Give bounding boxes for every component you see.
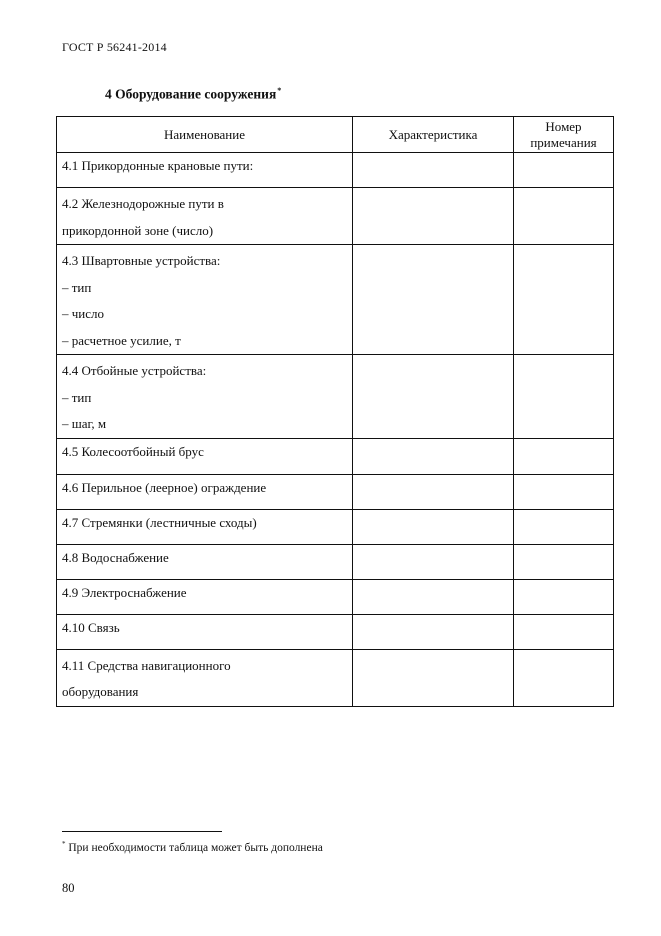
- item-title: 4.10 Связь: [62, 619, 120, 635]
- item-title: 4.11 Средства навигационного: [62, 657, 231, 673]
- item-subline: – тип: [62, 389, 92, 405]
- item-title: 4.1 Прикордонные крановые пути:: [62, 158, 254, 173]
- item-subline: – число: [62, 306, 105, 321]
- footnote-mark: *: [62, 840, 66, 848]
- item-subline: – расчетное усилие, т: [62, 332, 181, 348]
- item-subline: прикордонной зоне (число): [62, 222, 214, 238]
- cell-name: [57, 614, 353, 649]
- item-subline: – шаг, м: [62, 416, 107, 431]
- page-number: 80: [62, 881, 75, 895]
- cell-name: [57, 438, 353, 474]
- column-header-note-number: Номер примечания: [514, 117, 614, 153]
- table-row: [57, 474, 614, 509]
- cell-characteristic[interactable]: [353, 579, 514, 614]
- item-title: 4.8 Водоснабжение: [62, 549, 169, 565]
- document-code: ГОСТ Р 56241-2014: [62, 40, 167, 54]
- cell-name: [57, 188, 353, 245]
- cell-characteristic[interactable]: [353, 474, 514, 509]
- cell-note-number[interactable]: [514, 509, 614, 544]
- section-title-text: 4 Оборудование сооружения: [105, 86, 277, 102]
- cell-note-number[interactable]: [514, 188, 614, 245]
- cell-name: [57, 579, 353, 614]
- cell-name: [57, 245, 353, 355]
- cell-characteristic[interactable]: [353, 355, 514, 439]
- item-title: 4.6 Перильное (леерное) ограждение: [62, 479, 267, 495]
- table-row: [57, 153, 614, 188]
- cell-name: [57, 153, 353, 188]
- table-row: [57, 188, 614, 245]
- section-title: [105, 86, 281, 103]
- cell-note-number[interactable]: [514, 474, 614, 509]
- cell-note-number[interactable]: [514, 438, 614, 474]
- table-row: [57, 614, 614, 649]
- cell-name: [57, 355, 353, 439]
- cell-characteristic[interactable]: [353, 544, 514, 579]
- table-row: [57, 509, 614, 544]
- footnote: [62, 840, 323, 854]
- footnote-marker: *: [277, 86, 282, 95]
- cell-name: [57, 509, 353, 544]
- cell-characteristic[interactable]: [353, 438, 514, 474]
- cell-characteristic[interactable]: [353, 153, 514, 188]
- cell-name: [57, 649, 353, 706]
- item-title: 4.9 Электроснабжение: [62, 584, 187, 600]
- cell-characteristic[interactable]: [353, 188, 514, 245]
- column-header-characteristic: Характеристика: [353, 117, 514, 153]
- table-row: [57, 355, 614, 439]
- item-title: 4.7 Стремянки (лестничные сходы): [62, 514, 257, 530]
- table-row: [57, 649, 614, 706]
- cell-note-number[interactable]: [514, 544, 614, 579]
- cell-note-number[interactable]: [514, 355, 614, 439]
- item-title: 4.3 Швартовные устройства:: [62, 253, 221, 268]
- cell-note-number[interactable]: [514, 649, 614, 706]
- cell-characteristic[interactable]: [353, 614, 514, 649]
- table-row: [57, 579, 614, 614]
- cell-note-number[interactable]: [514, 579, 614, 614]
- table-body: [57, 153, 614, 707]
- item-subline: оборудования: [62, 684, 139, 699]
- table-row: [57, 245, 614, 355]
- footnote-divider: [62, 831, 222, 832]
- footnote-text: При необходимости таблица может быть дополнена: [65, 841, 323, 854]
- cell-characteristic[interactable]: [353, 509, 514, 544]
- item-title: 4.2 Железнодорожные пути в: [62, 196, 224, 211]
- cell-note-number[interactable]: [514, 245, 614, 355]
- equipment-table: [56, 116, 614, 707]
- cell-name: [57, 544, 353, 579]
- cell-characteristic[interactable]: [353, 245, 514, 355]
- cell-note-number[interactable]: [514, 614, 614, 649]
- cell-characteristic[interactable]: [353, 649, 514, 706]
- column-header-name: Наименование: [57, 117, 353, 153]
- item-title: 4.5 Колесоотбойный брус: [62, 443, 204, 459]
- table-row: [57, 544, 614, 579]
- table-header-row: [57, 117, 614, 153]
- cell-name: [57, 474, 353, 509]
- item-title: 4.4 Отбойные устройства:: [62, 363, 207, 378]
- table-row: [57, 438, 614, 474]
- cell-note-number[interactable]: [514, 153, 614, 188]
- item-subline: – тип: [62, 279, 92, 295]
